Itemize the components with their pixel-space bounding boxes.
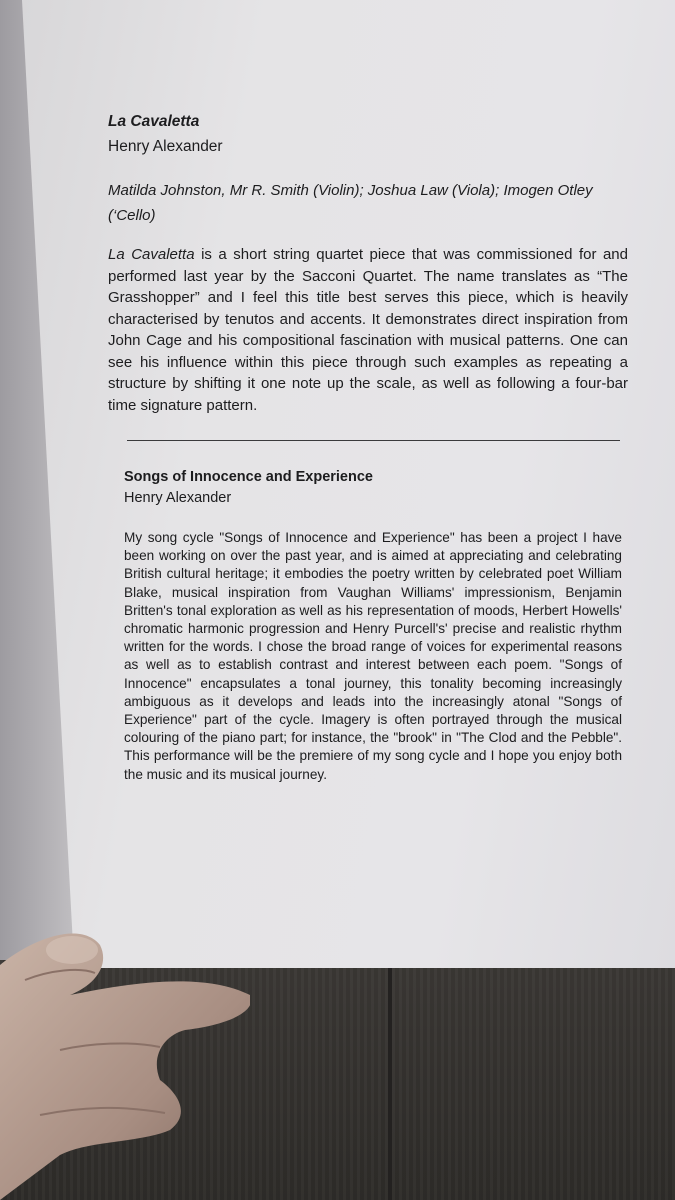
fabric-seam: [388, 960, 392, 1200]
performers-list: Matilda Johnston, Mr R. Smith (Violin); Joshua Law (Viola); Imogen Otley (‘Cello): [108, 182, 593, 224]
piece-la-cavaletta: [108, 112, 628, 416]
composer-name: Henry Alexander: [108, 138, 223, 155]
composer-name: Henry Alexander: [124, 490, 232, 506]
piece-title: Songs of Innocence and Experience: [124, 469, 373, 485]
section-divider: [127, 440, 620, 441]
programme-note-title: La Cavaletta: [108, 246, 195, 263]
programme-note: My song cycle "Songs of Innocence and Experience" has been a project I have been working on over the past year, and is aimed at appreciating and celebrating British cultural heritage; it embodies the poetry written by celebrated poet William Blake, musical inspiration from Vaughan Williams' impressionism, Benjamin Britten's tonal exploration as well as his representation of moods, Herbert Howells' chromatic harmonic progression and Henry Purcell's' precise and realistic rhythm written for the words. I chose the broad range of voices for experimental reasons as well as to establish contrast and interest between each poem. "Songs of Innocence" encapsulates a tonal journey, this tonality becoming increasingly ambiguous as it develops and leads into the increasingly atonal "Songs of Experience" part of the cycle. Imagery is often portrayed through the musical colouring of the piano part; for instance, the "brook" in "The Clod and the Pebble". This performance will be the premiere of my song cycle and I hope you enjoy both the music and its musical journey.: [124, 530, 622, 782]
programme-note: [108, 244, 628, 416]
piece-title: La Cavaletta: [108, 113, 200, 130]
programme-note-body: is a short string quartet piece that was commissioned for and performed last year by the Sacconi Quartet. The name translates as “The Grasshopper” and I feel this title best serves this piece, which is heavily characterised by tenutos and accents. It demonstrates direct inspiration from John Cage and his compositional fascination with musical patterns. One can see his influence within this piece through such examples as repeating a structure by shifting it one note up the scale, as well as following a four-bar time signature pattern.: [108, 246, 628, 414]
hand-holding-page: [0, 925, 250, 1200]
piece-songs-of-innocence: [124, 466, 622, 784]
